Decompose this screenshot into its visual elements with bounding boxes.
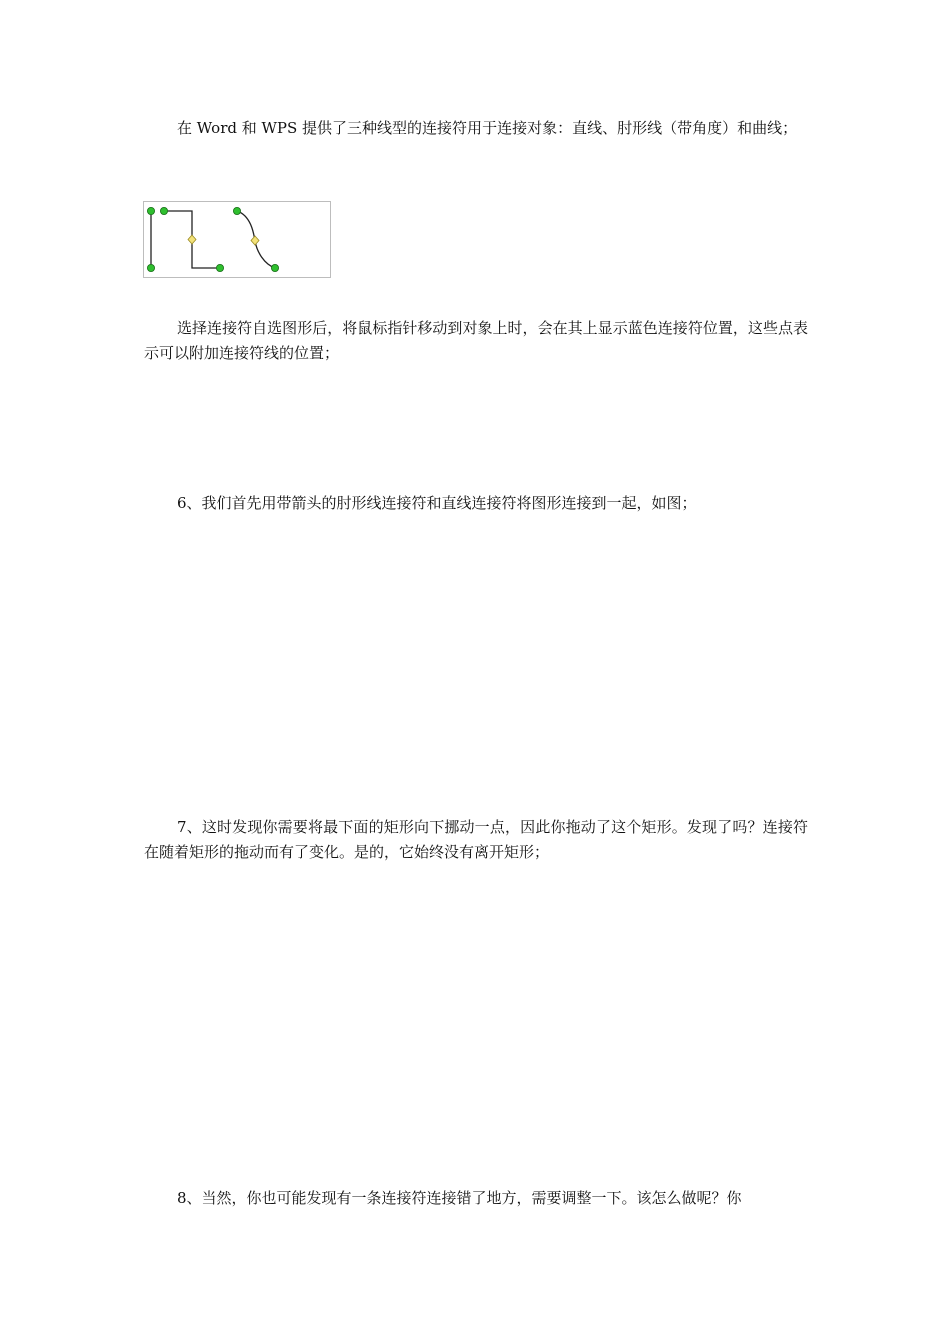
curved-connector-end-handle [271, 264, 278, 271]
step7-paragraph: 7、这时发现你需要将最下面的矩形向下挪动一点，因此你拖动了这个矩形。发现了吗？连接符在随着矩形的拖动而有了变化。是的，它始终没有离开矩形； [144, 818, 808, 861]
select-tip-paragraph: 选择连接符自选图形后，将鼠标指针移动到对象上时，会在其上显示蓝色连接符位置，这些点表示可以附加连接符线的位置； [144, 319, 808, 362]
curved-connector-adjust-handle [251, 236, 259, 245]
intro-paragraph: 在 Word 和 WPS 提供了三种线型的连接符用于连接对象：直线、肘形线（带角度）和曲线； [177, 119, 798, 137]
curved-connector-start-handle [233, 207, 240, 214]
elbow-connector-adjust-handle [188, 235, 196, 244]
straight-connector-end-handle [147, 264, 154, 271]
connector-types-diagram [144, 202, 330, 277]
step6-paragraph: 6、我们首先用带箭头的肘形线连接符和直线连接符将图形连接到一起，如图； [177, 494, 697, 512]
elbow-connector-end-handle [216, 264, 223, 271]
step8-paragraph: 8、当然，你也可能发现有一条连接符连接错了地方，需要调整一下。该怎么做呢？你 [177, 1189, 742, 1207]
elbow-connector-start-handle [160, 207, 167, 214]
straight-connector-start-handle [147, 207, 154, 214]
connector-types-figure [143, 201, 331, 278]
